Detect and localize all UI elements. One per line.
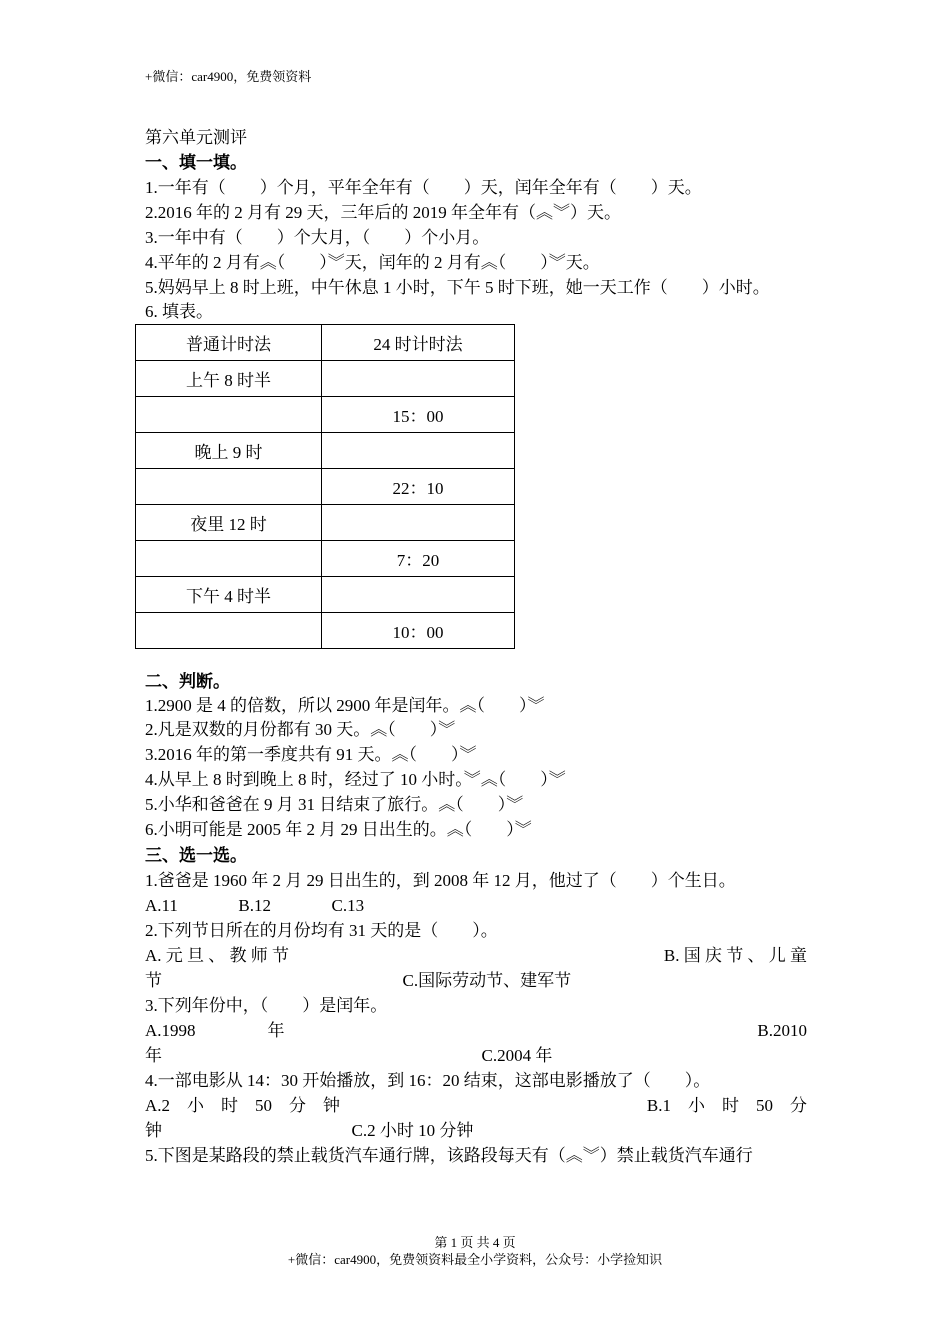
table-cell [322, 505, 515, 541]
choose-options-3 [145, 1021, 807, 1041]
section-heading-judge: 二、判断。 [145, 672, 230, 691]
choose-question-3: 3.下列年份中，（ ）是闰年。 [145, 996, 388, 1015]
choose-options-4-cont [145, 1121, 473, 1141]
table-cell [136, 469, 322, 505]
choose-options-2-cont [145, 971, 571, 991]
choose-options-2 [145, 946, 807, 966]
time-table [135, 324, 515, 649]
judge-item: 2.凡是双数的月份都有 30 天。︽（ ）︾ [145, 720, 456, 739]
choose-question-5: 5.下图是某路段的禁止载货汽车通行牌，该路段每天有（︽︾）禁止载货汽车通行 [145, 1146, 753, 1165]
judge-item: 1.2900 是 4 的倍数，所以 2900 年是闰年。︽（ ）︾ [145, 696, 545, 715]
judge-item: 5.小华和爸爸在 9 月 31 日结束了旅行。︽（ ）︾ [145, 795, 524, 814]
judge-item: 3.2016 年的第一季度共有 91 天。︽（ ）︾ [145, 745, 477, 764]
table-row [136, 577, 515, 613]
option-c: C.13 [331, 896, 365, 915]
table-row [136, 433, 515, 469]
option-c: C.2 小时 10 分钟 [351, 1121, 474, 1140]
table-row [136, 397, 515, 433]
table-cell [136, 397, 322, 433]
option-a: A.2 小 时 50 分 钟 [145, 1096, 341, 1115]
question-1-3: 3.一年中有（ ）个大月，（ ）个小月。 [145, 228, 490, 247]
option-b-cont: 钟 [145, 1121, 162, 1140]
question-1-6: 6. 填表。 [145, 302, 213, 321]
table-header-row [136, 325, 515, 361]
judge-item: 4.从早上 8 时到晚上 8 时，经过了 10 小时。︾︽（ ）︾ [145, 770, 566, 789]
table-cell: 15：00 [322, 397, 515, 433]
table-header-cell: 普通计时法 [136, 325, 322, 361]
table-cell [136, 541, 322, 577]
table-cell: 7：20 [322, 541, 515, 577]
question-1-4: 4.平年的 2 月有︽（ ）︾天，闰年的 2 月有︽（ ）︾天。 [145, 253, 600, 272]
option-b-cont: 节 [145, 971, 162, 990]
question-1-5: 5.妈妈早上 8 时上班，中午休息 1 小时，下午 5 时下班，她一天工作（ ）小时。 [145, 278, 770, 297]
table-row [136, 541, 515, 577]
question-1-1: 1.一年有（ ）个月，平年全年有（ ）天，闰年全年有（ ）天。 [145, 178, 702, 197]
choose-options-3-cont [145, 1046, 552, 1066]
table-cell [322, 577, 515, 613]
table-header-cell: 24 时计时法 [322, 325, 515, 361]
section-heading-choose: 三、选一选。 [145, 846, 247, 865]
option-c: C.2004 年 [481, 1046, 553, 1065]
option-c: C.国际劳动节、建军节 [402, 971, 572, 990]
footer-note: +微信：car4900，免费领资料最全小学资料，公众号：小学捡知识 [287, 1252, 663, 1267]
option-a-cont: 年 [267, 1021, 285, 1040]
option-b-cont: 年 [145, 1046, 162, 1065]
page-number: 第 1 页 共 4 页 [434, 1235, 516, 1250]
table-cell: 22：10 [322, 469, 515, 505]
option-b: B.1 小 时 50 分 [646, 1096, 807, 1115]
option-b: B.12 [238, 896, 271, 915]
choose-question-1: 1.爸爸是 1960 年 2 月 29 日出生的，到 2008 年 12 月，他过了（ ）个生日。 [145, 871, 736, 890]
choose-options-1 [145, 896, 364, 916]
table-row [136, 505, 515, 541]
judge-item: 6.小明可能是 2005 年 2 月 29 日出生的。︽（ ）︾ [145, 820, 532, 839]
option-b: B. 国 庆 节 、 儿 童 [663, 946, 807, 965]
table-cell: 下午 4 时半 [136, 577, 322, 613]
option-a: A.11 [145, 896, 178, 915]
page-title: 第六单元测评 [145, 128, 247, 147]
option-a: A. 元 旦 、 教 师 节 [145, 946, 290, 965]
section-heading-fill: 一、填一填。 [145, 153, 247, 172]
table-cell: 上午 8 时半 [136, 361, 322, 397]
table-cell [322, 433, 515, 469]
table-row [136, 469, 515, 505]
option-a: A.1998 [145, 1021, 196, 1040]
choose-question-2: 2.下列节日所在的月份均有 31 天的是（ ）。 [145, 921, 498, 940]
choose-question-4: 4.一部电影从 14：30 开始播放，到 16：20 结束，这部电影播放了（ ）。 [145, 1071, 711, 1090]
table-cell: 夜里 12 时 [136, 505, 322, 541]
table-row [136, 613, 515, 649]
table-row [136, 361, 515, 397]
table-cell: 10：00 [322, 613, 515, 649]
option-b: B.2010 [757, 1021, 807, 1040]
table-cell [322, 361, 515, 397]
choose-options-4 [145, 1096, 807, 1116]
header-note: +微信：car4900，免费领资料 [145, 69, 312, 84]
table-cell [136, 613, 322, 649]
question-1-2: 2.2016 年的 2 月有 29 天，三年后的 2019 年全年有（︽︾）天。 [145, 203, 621, 222]
table-cell: 晚上 9 时 [136, 433, 322, 469]
